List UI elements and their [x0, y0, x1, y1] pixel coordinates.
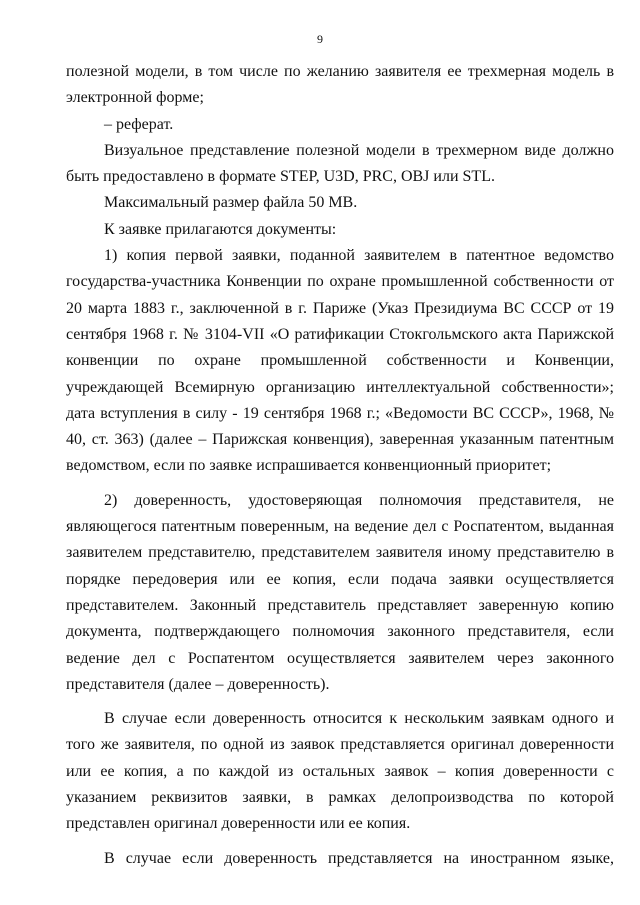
paragraph-continuation: полезной модели, в том числе по желанию заявителя ее трехмерная модель в электронной форме; [66, 63, 614, 107]
paragraph-item-1-first-application-copy: 1) копия первой заявки, поданной заявителем в патентное ведомство государства-участника Конвенции по охране промышленной собственности от 20 марта 1883 г., заключенной в г. Париже (Указ Президиума ВС СССР от 19 сентября 1968 г. № 3104-VII «О ратификации Стокгольмского акта Парижской конвенции по охране промышленной собственности и Конвенции, учреждающей Всемирную организацию интеллектуальной собственности»; дата вступления в силу - 19 сентября 1968 г.; «Ведомости ВС СССР», 1968, № 40, ст. 363) (далее – Парижская конвенция), заверенная указанным патентным ведомством, если по заявке испрашивается конвенционный приоритет; [66, 247, 614, 475]
paragraph-multiple-applications: В случае если доверенность относится к нескольким заявкам одного и того же заявителя, по одной из заявок представляется оригинал доверенности или ее копия, а по каждой из остальных заявок – копия доверенности с указанием реквизитов заявки, в рамках делопроизводства по которой представлен оригинал доверенности или ее копия. [66, 710, 614, 833]
page-number: 9 [317, 32, 323, 46]
paragraph-item-2-power-of-attorney: 2) доверенность, удостоверяющая полномочия представителя, не являющегося патентным поверенным, на ведение дел с Роспатентом, выданная заявителем представителю, представителем заявителя иному представителю в порядке передоверия или ее копия, если подача заявки осуществляется представителем. Законный представитель представляет заверенную копию документа, подтверждающего полномочия законного представителя, если ведение дел с Роспатентом осуществляется заявителем через законного представителя (далее – доверенность). [66, 491, 614, 693]
document-body [66, 59, 614, 872]
paragraph-attached-documents: К заявке прилагаются документы: [104, 220, 337, 238]
paragraph-visual-representation: Визуальное представление полезной модели в трехмерном виде должно быть предоставлено в формате STEP, U3D, PRC, OBJ или STL. [66, 141, 614, 186]
paragraph-abstract-item: – реферат. [104, 115, 174, 133]
paragraph-foreign-language: В случае если доверенность представляется на иностранном языке, [104, 849, 614, 867]
paragraph-max-file-size: Максимальный размер файла 50 MB. [104, 194, 358, 212]
